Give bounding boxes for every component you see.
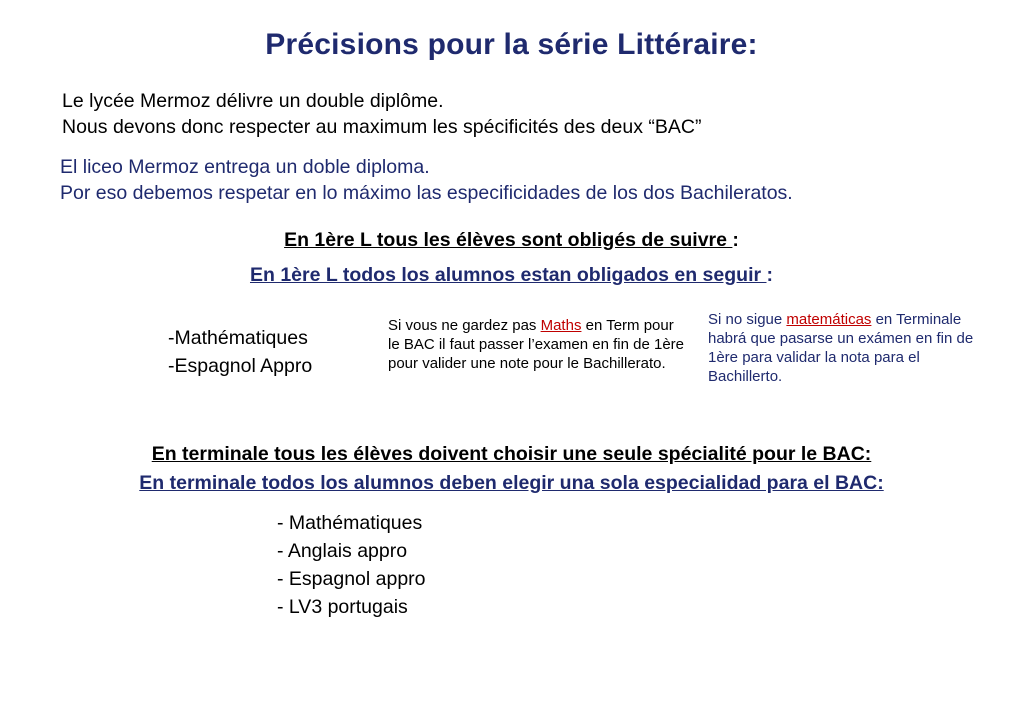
list-item: -Mathématiques	[168, 327, 308, 349]
terminale-heading-fr-text: En terminale tous les élèves doivent choisir une seule spécialité pour le BAC:	[151, 443, 872, 465]
note-fr-text-after: en Term pour le BAC il faut passer l’examen en fin de 1ère pour valider une note pour le Bachillerato.	[388, 317, 684, 372]
note-es-text-after: en Terminale habrá que pasarse un exámen en fin de 1ère para validar la nota para el Bachillerto.	[708, 311, 974, 385]
premiere-note-fr	[388, 316, 686, 373]
intro-es-line-1: El liceo Mermoz entrega un doble diploma.	[60, 156, 430, 178]
intro-fr-line-1: Le lycée Mermoz délivre un double diplôme.	[62, 90, 444, 112]
list-item: - Espagnol appro	[277, 568, 426, 590]
premiere-heading-fr-colon: :	[732, 229, 739, 251]
list-item: - LV3 portugais	[277, 596, 408, 618]
premiere-subject-list	[168, 324, 312, 380]
terminale-heading-es	[0, 472, 1023, 495]
terminale-heading-es-text: En terminale todos los alumnos deben elegir una sola especialidad para el BAC:	[139, 472, 884, 494]
terminale-option-list	[277, 509, 426, 621]
list-item: - Mathématiques	[277, 512, 423, 534]
intro-fr-line-2: Nous devons donc respecter au maximum les spécificités des deux “BAC”	[62, 116, 702, 138]
premiere-heading-fr	[0, 229, 1023, 252]
premiere-heading-es-colon: :	[766, 264, 773, 286]
premiere-note-es	[708, 310, 998, 386]
note-fr-maths-highlight: Maths	[540, 317, 582, 334]
premiere-heading-es-text: En 1ère L todos los alumnos estan obligados en seguir	[249, 264, 767, 286]
note-fr-text-before: Si vous ne gardez pas	[388, 317, 541, 334]
premiere-heading-fr-text: En 1ère L tous les élèves sont obligés de suivre	[284, 229, 733, 251]
intro-es-line-2: Por eso debemos respetar en lo máximo las especificidades de los dos Bachileratos.	[60, 182, 793, 204]
terminale-heading-fr	[0, 443, 1023, 466]
note-es-matematicas-highlight: matemáticas	[786, 311, 872, 328]
list-item: -Espagnol Appro	[168, 355, 313, 377]
note-es-text-before: Si no sigue	[708, 311, 787, 328]
list-item: - Anglais appro	[277, 540, 408, 562]
premiere-heading-es	[0, 264, 1023, 287]
page-title: Précisions pour la série Littéraire:	[265, 28, 758, 61]
